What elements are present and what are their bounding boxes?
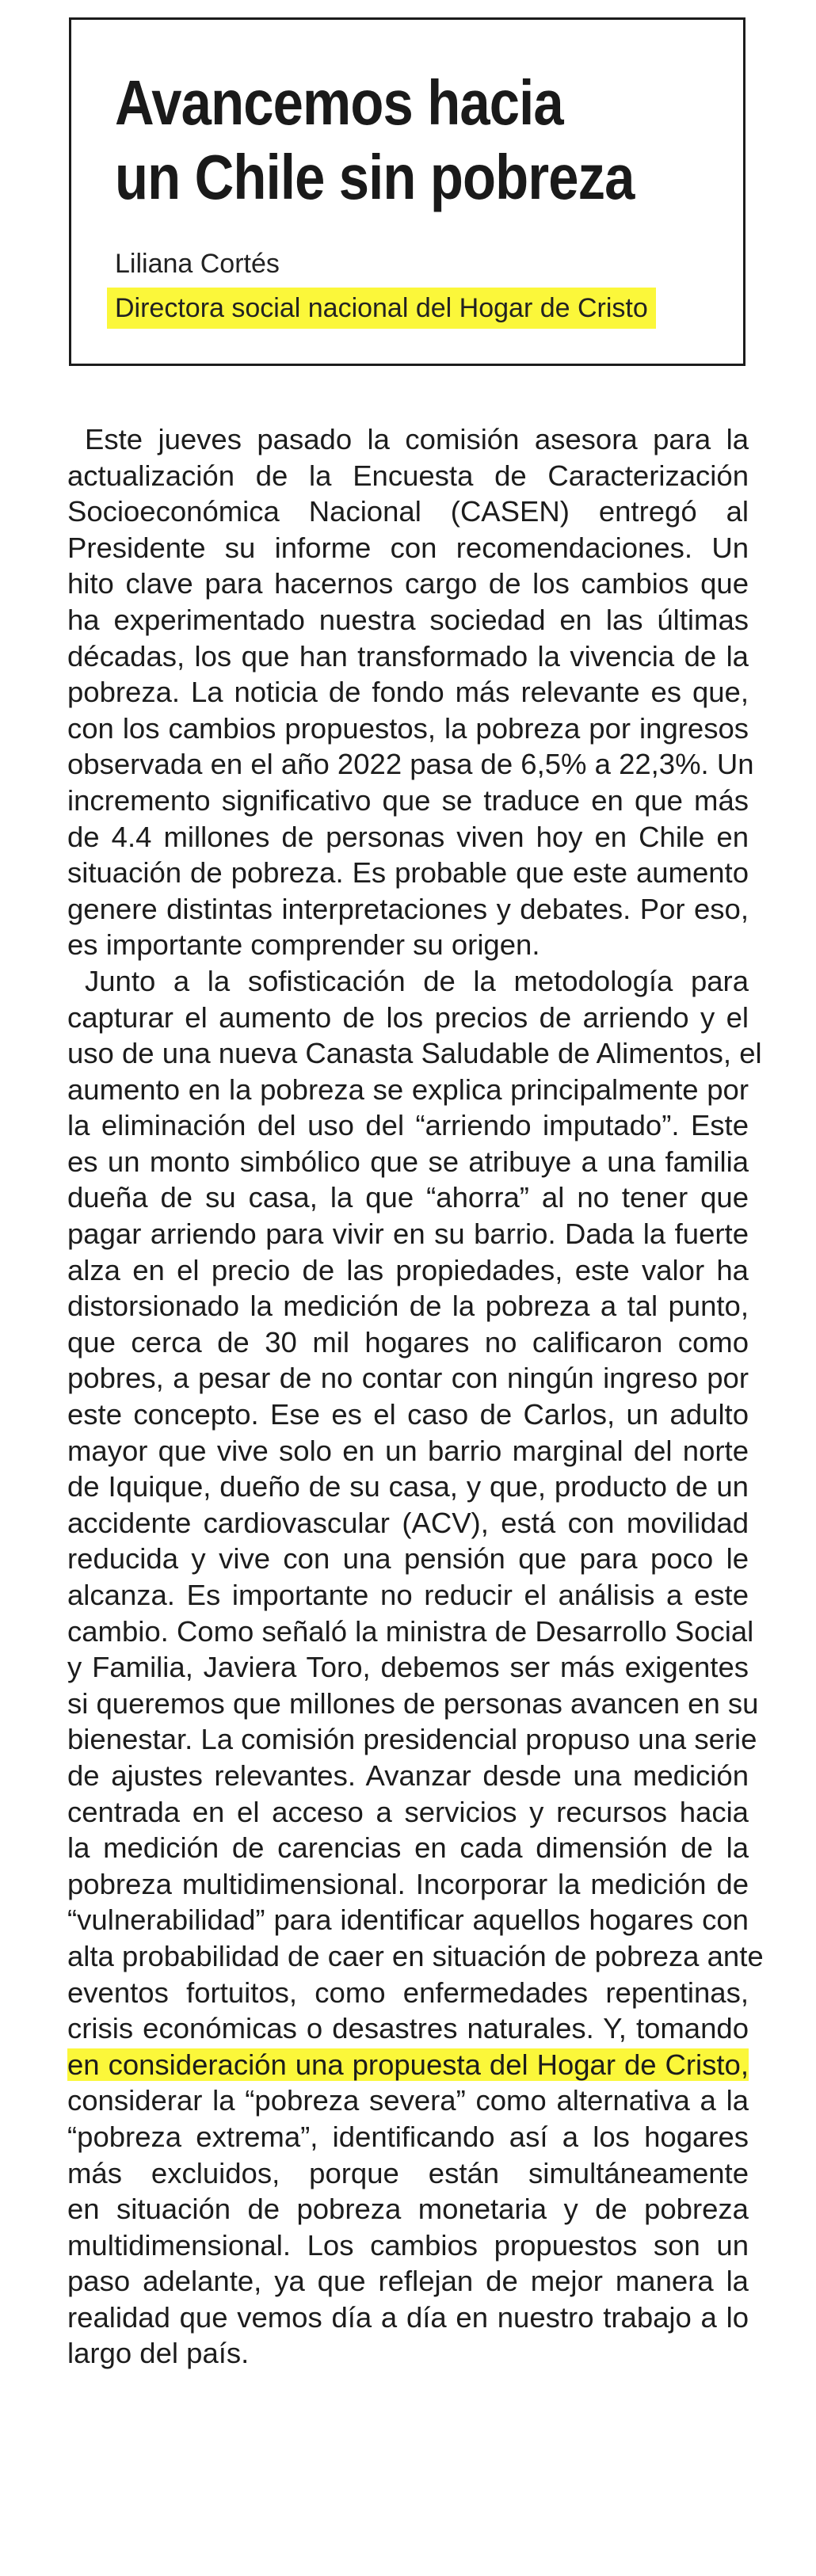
text-line: centrada en el acceso a servicios y recursos hacia: [67, 1795, 749, 1828]
text-line: en situación de pobreza monetaria y de pobreza: [67, 2193, 749, 2226]
text-line: alta probabilidad de caer en situación de pobreza ante: [67, 1939, 764, 1972]
text-line: dueña de su casa, la que “ahorra” al no tener que: [67, 1181, 749, 1214]
text-line: incremento significativo que se traduce en que más: [67, 783, 749, 817]
text-line: alcanza. Es importante no reducir el análisis a este: [67, 1579, 749, 1611]
text-line: reducida y vive con una pensión que para poco le: [67, 1542, 749, 1576]
text-line: distorsionado la medición de la pobreza a tal punto,: [67, 1290, 749, 1323]
text-line: actualización de la Encuesta de Caracterización: [67, 459, 749, 492]
text-line: eventos fortuitos, como enfermedades repentinas,: [67, 1976, 749, 2009]
text-line: si queremos que millones de personas avancen en su: [67, 1686, 759, 1720]
article-body: [67, 421, 764, 2372]
text-line: “vulnerabilidad” para identificar aquellos hogares con: [67, 1903, 749, 1937]
author-role-highlighted: Directora social nacional del Hogar de Cristo: [107, 288, 656, 329]
text-line: multidimensional. Los cambios propuestos son un: [67, 2228, 749, 2262]
text-line: de ajustes relevantes. Avanzar desde una medición: [67, 1759, 749, 1792]
text-line: que cerca de 30 mil hogares no calificaron como: [67, 1325, 749, 1358]
paragraph-1: [67, 421, 754, 963]
text-line: crisis económicas o desastres naturales. Y, tomando: [67, 2012, 749, 2045]
text-line: ha experimentado nuestra sociedad en las últimas: [67, 603, 749, 636]
article-title: [115, 66, 635, 215]
text-line: Este jueves pasado la comisión asesora para la: [85, 423, 749, 455]
text-line: considerar la “pobreza severa” como alternativa a la: [67, 2084, 749, 2117]
text-line: “pobreza extrema”, identificando así a los hogares: [67, 2120, 749, 2153]
text-line: pagar arriendo para vivir en su barrio. Dada la fuerte: [67, 1218, 749, 1251]
text-line: pobres, a pesar de no contar con ningún ingreso por: [67, 1362, 749, 1395]
text-line: Presidente su informe con recomendaciones. Un: [67, 531, 749, 564]
article-header-box: [69, 17, 745, 366]
text-line: situación de pobreza. Es probable que este aumento: [67, 856, 749, 890]
text-line: largo del país.: [67, 2337, 250, 2370]
highlighted-text: en consideración una propuesta del Hogar de Cristo,: [67, 2048, 749, 2081]
highlighted-line: [67, 2047, 749, 2083]
text-line: pobreza. La noticia de fondo más relevante es que,: [67, 676, 749, 709]
text-line: observada en el año 2022 pasa de 6,5% a 22,3%. Un: [67, 748, 754, 781]
text-line: de Iquique, dueño de su casa, y que, producto de un: [67, 1470, 749, 1503]
title-line-2: un Chile sin pobreza: [115, 142, 635, 212]
text-line: accidente cardiovascular (ACV), está con movilidad: [67, 1506, 749, 1539]
paragraph-2: [67, 963, 764, 2372]
text-line: cambio. Como señaló la ministra de Desarrollo Social: [67, 1614, 754, 1648]
text-line: uso de una nueva Canasta Saludable de Alimentos, el: [67, 1037, 762, 1070]
text-line: aumento en la pobreza se explica principalmente por: [67, 1073, 749, 1106]
text-line: más excluidos, porque están simultáneamente: [67, 2156, 749, 2189]
text-line: es importante comprender su origen.: [67, 928, 540, 962]
text-line: hito clave para hacernos cargo de los cambios que: [67, 567, 749, 600]
text-line: bienestar. La comisión presidencial propuso una serie: [67, 1723, 757, 1756]
title-line-1: Avancemos hacia: [115, 67, 563, 138]
text-line: realidad que vemos día a día en nuestro trabajo a lo: [67, 2300, 749, 2334]
text-line: es un monto simbólico que se atribuye a una familia: [67, 1145, 749, 1178]
text-line: con los cambios propuestos, la pobreza por ingresos: [67, 711, 749, 745]
text-line: la medición de carencias en cada dimensión de la: [67, 1831, 749, 1865]
text-line: paso adelante, ya que reflejan de mejor manera la: [67, 2265, 749, 2298]
text-line: la eliminación del uso del “arriendo imputado”. Este: [67, 1109, 749, 1142]
text-line: décadas, los que han transformado la vivencia de la: [67, 639, 749, 673]
text-line: pobreza multidimensional. Incorporar la medición de: [67, 1867, 749, 1900]
text-line: Junto a la sofisticación de la metodología para: [85, 964, 749, 997]
text-line: Socioeconómica Nacional (CASEN) entregó al: [67, 495, 749, 528]
text-line: este concepto. Ese es el caso de Carlos, un adulto: [67, 1398, 749, 1431]
text-line: capturar el aumento de los precios de arriendo y el: [67, 1000, 749, 1034]
text-line: genere distintas interpretaciones y debates. Por eso,: [67, 892, 749, 925]
author-name: Liliana Cortés: [115, 249, 280, 279]
text-line: alza en el precio de las propiedades, este valor ha: [67, 1253, 749, 1286]
text-line: mayor que vive solo en un barrio marginal del norte: [67, 1434, 749, 1467]
text-line: y Familia, Javiera Toro, debemos ser más exigentes: [67, 1651, 749, 1684]
text-line: de 4.4 millones de personas viven hoy en Chile en: [67, 820, 749, 853]
